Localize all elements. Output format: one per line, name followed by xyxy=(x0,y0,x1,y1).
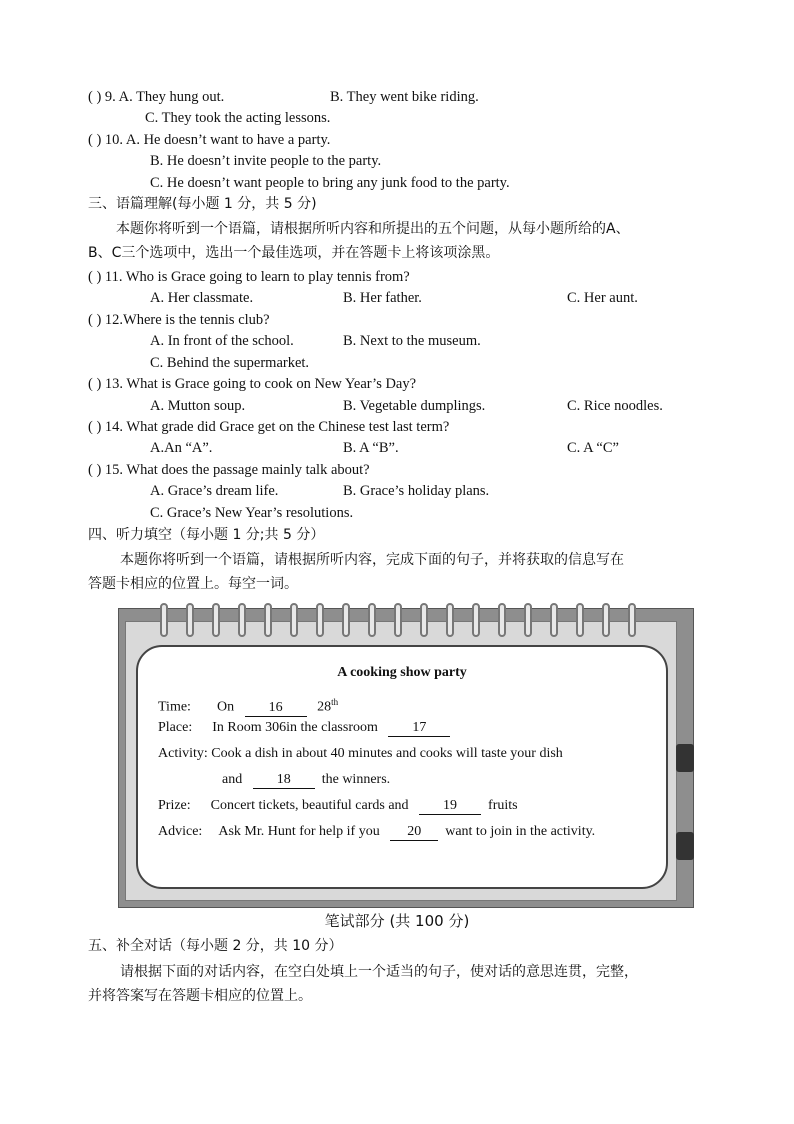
binder-ring-icon xyxy=(498,603,506,637)
card-title: A cooking show party xyxy=(337,665,467,680)
q15-option-b: B. Grace’s holiday plans. xyxy=(343,483,490,499)
binder-ring-icon xyxy=(212,603,220,637)
q14-option-a: A.An “A”. xyxy=(150,440,213,456)
blank-18[interactable]: 18 xyxy=(253,771,315,789)
q9-stem: ( ) 9. A. They hung out. xyxy=(88,89,225,105)
q10-stem: ( ) 10. A. He doesn’t want to have a party. xyxy=(88,132,331,148)
binder-ring-icon xyxy=(342,603,350,637)
advice-label: Advice: xyxy=(158,824,203,839)
advice-text: Ask Mr. Hunt for help if you xyxy=(218,824,380,839)
q11-option-c: C. Her aunt. xyxy=(567,290,638,306)
binder-ring-icon xyxy=(264,603,272,637)
card-activity-row xyxy=(158,744,563,764)
binder-ring-icon xyxy=(576,603,584,637)
section3-heading: 三、语篇理解(每小题 1 分，共 5 分) xyxy=(88,196,317,212)
card-advice-row xyxy=(158,822,595,842)
card-place-row xyxy=(158,718,450,738)
binder-ring-icon xyxy=(238,603,246,637)
time-pre: On xyxy=(216,699,235,715)
notebook-tab xyxy=(676,744,694,772)
binder-ring-icon xyxy=(368,603,376,637)
q15-option-a: A. Grace’s dream life. xyxy=(150,483,279,499)
prize-post: fruits xyxy=(488,798,518,813)
section3-intro-line2: B、C三个选项中，选出一个最佳选项，并在答题卡上将该项涂黑。 xyxy=(88,245,500,261)
section4-heading: 四、听力填空（每小题 1 分;共 5 分） xyxy=(88,527,325,543)
activity-label: Activity: xyxy=(158,746,208,761)
q14-option-b: B. A “B”. xyxy=(343,440,399,456)
binder-ring-icon xyxy=(602,603,610,637)
time-label: Time: xyxy=(158,699,191,715)
q11-option-b: B. Her father. xyxy=(343,290,422,306)
q12-stem: ( ) 12.Where is the tennis club? xyxy=(88,312,270,328)
binder-ring-icon xyxy=(524,603,532,637)
card-activity-row2 xyxy=(222,770,390,790)
section3-intro-line1: 本题你将听到一个语篇，请根据所听内容和所提出的五个问题，从每小题所给的A、 xyxy=(116,221,630,237)
activity2-post: the winners. xyxy=(321,772,391,787)
q9-option-c: C. They took the acting lessons. xyxy=(145,110,331,126)
time-date-suffix: th xyxy=(331,697,339,707)
blank-17[interactable]: 17 xyxy=(388,719,450,737)
advice-post: want to join in the activity. xyxy=(445,824,596,839)
blank-16[interactable]: 16 xyxy=(245,699,307,717)
binder-ring-icon xyxy=(550,603,558,637)
card-prize-row xyxy=(158,796,518,816)
binder-ring-icon xyxy=(160,603,168,637)
binder-ring-icon xyxy=(472,603,480,637)
q13-option-a: A. Mutton soup. xyxy=(150,398,246,414)
section5-intro-line1: 请根据下面的对话内容，在空白处填上一个适当的句子，使对话的意思连贯，完整， xyxy=(120,964,638,980)
q12-option-b: B. Next to the museum. xyxy=(343,333,481,349)
section4-intro-line1: 本题你将听到一个语篇，请根据所听内容，完成下面的句子，并将获取的信息写在 xyxy=(120,552,624,568)
section4-intro-line2: 答题卡相应的位置上。每空一词。 xyxy=(88,576,298,592)
q9-option-b: B. They went bike riding. xyxy=(330,89,479,105)
q13-option-c: C. Rice noodles. xyxy=(567,398,663,414)
q10-option-b: B. He doesn’t invite people to the party. xyxy=(150,153,382,169)
card-time-row xyxy=(158,692,338,718)
binder-ring-icon xyxy=(446,603,454,637)
written-part-heading: 笔试部分 (共 100 分) xyxy=(324,912,470,930)
binder-ring-icon xyxy=(394,603,402,637)
place-text: In Room 306in the classroom xyxy=(212,720,378,735)
binder-ring-icon xyxy=(628,603,636,637)
time-date: 28 xyxy=(317,699,332,715)
q13-stem: ( ) 13. What is Grace going to cook on New Year’s Day? xyxy=(88,376,417,392)
binder-ring-icon xyxy=(420,603,428,637)
activity-text: Cook a dish in about 40 minutes and cooks will taste your dish xyxy=(211,746,563,761)
q15-stem: ( ) 15. What does the passage mainly talk about? xyxy=(88,462,370,478)
section5-heading: 五、补全对话（每小题 2 分，共 10 分） xyxy=(88,938,343,954)
binder-ring-icon xyxy=(290,603,298,637)
blank-19[interactable]: 19 xyxy=(419,797,481,815)
q12-option-c: C. Behind the supermarket. xyxy=(150,355,310,371)
activity2-pre: and xyxy=(222,772,243,787)
q11-stem: ( ) 11. Who is Grace going to learn to play tennis from? xyxy=(88,269,410,285)
q15-option-c: C. Grace’s New Year’s resolutions. xyxy=(150,505,354,521)
prize-text: Concert tickets, beautiful cards and xyxy=(210,798,409,813)
cooking-show-card xyxy=(136,645,668,889)
q11-option-a: A. Her classmate. xyxy=(150,290,254,306)
q13-option-b: B. Vegetable dumplings. xyxy=(343,398,486,414)
blank-20[interactable]: 20 xyxy=(390,823,438,841)
place-label: Place: xyxy=(158,720,193,735)
prize-label: Prize: xyxy=(158,798,191,813)
notebook-tab xyxy=(676,832,694,860)
q12-option-a: A. In front of the school. xyxy=(150,333,294,349)
section5-intro-line2: 并将答案写在答题卡相应的位置上。 xyxy=(88,988,312,1004)
binder-ring-icon xyxy=(186,603,194,637)
q14-stem: ( ) 14. What grade did Grace get on the Chinese test last term? xyxy=(88,419,450,435)
q10-option-c: C. He doesn’t want people to bring any junk food to the party. xyxy=(150,175,510,191)
binder-ring-icon xyxy=(316,603,324,637)
q14-option-c: C. A “C” xyxy=(567,440,619,456)
